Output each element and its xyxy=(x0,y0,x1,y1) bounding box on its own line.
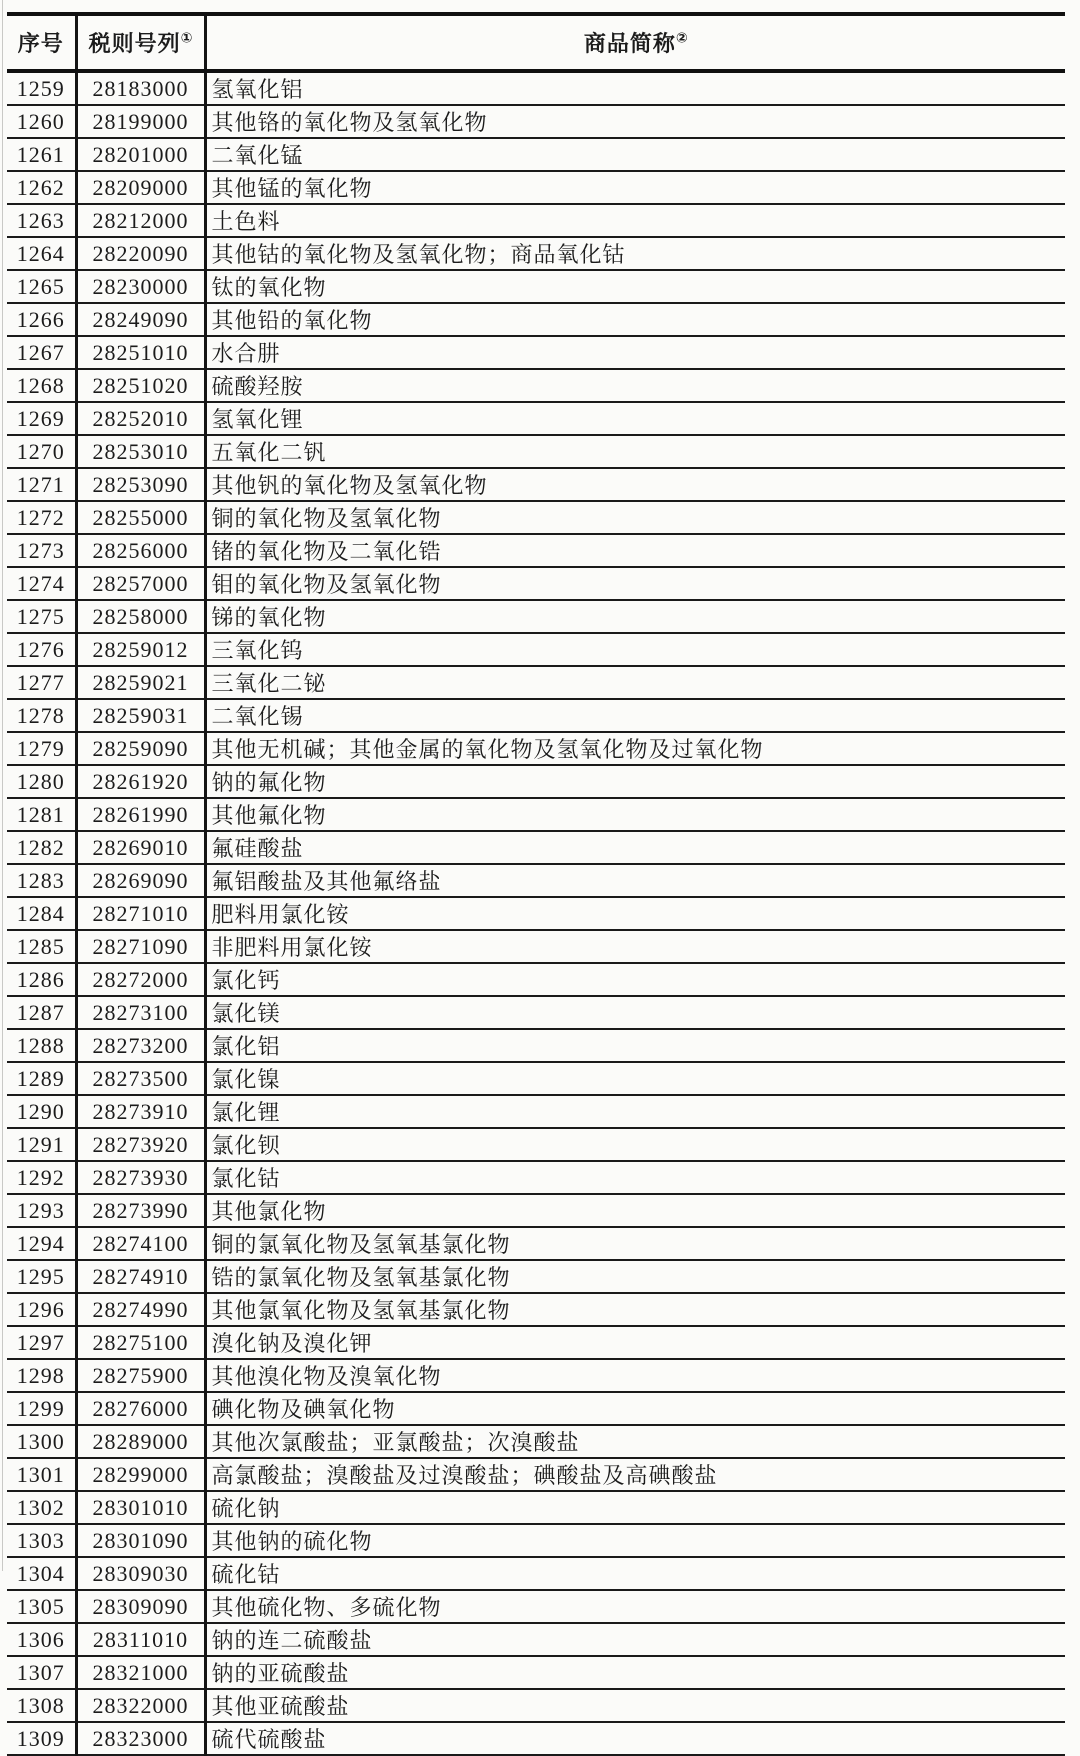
product-name-cell: 钠的氟化物 xyxy=(205,765,1065,798)
product-name-cell: 其他氯化物 xyxy=(205,1194,1065,1227)
serial-number-cell: 1288 xyxy=(7,1029,76,1062)
serial-number-cell: 1296 xyxy=(7,1293,76,1326)
table-row xyxy=(7,1590,1065,1623)
tariff-code-cell: 28273500 xyxy=(76,1062,205,1095)
table-row xyxy=(7,996,1065,1029)
serial-number-cell: 1285 xyxy=(7,930,76,963)
table-row xyxy=(7,1656,1065,1689)
table-row xyxy=(7,1524,1065,1557)
product-name-cell: 其他钴的氧化物及氢氧化物；商品氧化钴 xyxy=(205,237,1065,270)
serial-number-cell: 1309 xyxy=(7,1722,76,1755)
product-name-cell: 肥料用氯化铵 xyxy=(205,897,1065,930)
product-name-cell: 其他硫化物、多硫化物 xyxy=(205,1590,1065,1623)
serial-number-cell: 1270 xyxy=(7,435,76,468)
tariff-code-cell: 28301090 xyxy=(76,1524,205,1557)
tariff-table xyxy=(7,12,1065,1756)
product-name-cell: 其他钒的氧化物及氢氧化物 xyxy=(205,468,1065,501)
product-name-cell: 锆的氯氧化物及氢氧基氯化物 xyxy=(205,1260,1065,1293)
serial-number-cell: 1265 xyxy=(7,270,76,303)
table-row xyxy=(7,1095,1065,1128)
serial-number-cell: 1305 xyxy=(7,1590,76,1623)
table-row xyxy=(7,1491,1065,1524)
tariff-code-cell: 28275100 xyxy=(76,1326,205,1359)
serial-number-cell: 1272 xyxy=(7,501,76,534)
tariff-code-cell: 28322000 xyxy=(76,1689,205,1722)
product-name-cell: 钼的氧化物及氢氧化物 xyxy=(205,567,1065,600)
table-row xyxy=(7,1722,1065,1755)
table-row xyxy=(7,1359,1065,1392)
tariff-code-cell: 28269010 xyxy=(76,831,205,864)
product-name-cell: 氯化钡 xyxy=(205,1128,1065,1161)
product-name-cell: 铜的氯氧化物及氢氧基氯化物 xyxy=(205,1227,1065,1260)
tariff-code-cell: 28276000 xyxy=(76,1392,205,1425)
table-row xyxy=(7,765,1065,798)
serial-number-cell: 1280 xyxy=(7,765,76,798)
tariff-code-cell: 28261920 xyxy=(76,765,205,798)
product-name-cell: 氯化镍 xyxy=(205,1062,1065,1095)
tariff-code-cell: 28274910 xyxy=(76,1260,205,1293)
serial-number-cell: 1287 xyxy=(7,996,76,1029)
table-row xyxy=(7,930,1065,963)
tariff-code-cell: 28273200 xyxy=(76,1029,205,1062)
table-row xyxy=(7,831,1065,864)
tariff-code-cell: 28273930 xyxy=(76,1161,205,1194)
serial-number-cell: 1261 xyxy=(7,138,76,171)
product-name-cell: 氯化钙 xyxy=(205,963,1065,996)
tariff-code-cell: 28289000 xyxy=(76,1425,205,1458)
tariff-code-cell: 28321000 xyxy=(76,1656,205,1689)
table-row xyxy=(7,633,1065,666)
serial-number-cell: 1278 xyxy=(7,699,76,732)
product-name-cell: 其他次氯酸盐；亚氯酸盐；次溴酸盐 xyxy=(205,1425,1065,1458)
product-name-cell: 氯化镁 xyxy=(205,996,1065,1029)
tariff-code-cell: 28275900 xyxy=(76,1359,205,1392)
product-name-cell: 其他氯氧化物及氢氧基氯化物 xyxy=(205,1293,1065,1326)
tariff-code-cell: 28274990 xyxy=(76,1293,205,1326)
tariff-code-cell: 28272000 xyxy=(76,963,205,996)
table-row xyxy=(7,1623,1065,1656)
product-name-cell: 氟硅酸盐 xyxy=(205,831,1065,864)
table-row xyxy=(7,1194,1065,1227)
tariff-code-cell: 28183000 xyxy=(76,71,205,105)
table-row xyxy=(7,1425,1065,1458)
tariff-code-cell: 28251010 xyxy=(76,336,205,369)
serial-number-cell: 1266 xyxy=(7,303,76,336)
product-name-cell: 氯化锂 xyxy=(205,1095,1065,1128)
header-row xyxy=(7,14,1065,71)
serial-number-cell: 1268 xyxy=(7,369,76,402)
table-row xyxy=(7,1689,1065,1722)
serial-number-cell: 1308 xyxy=(7,1689,76,1722)
table-row xyxy=(7,897,1065,930)
tariff-code-cell: 28271010 xyxy=(76,897,205,930)
table-row xyxy=(7,963,1065,996)
serial-number-cell: 1291 xyxy=(7,1128,76,1161)
table-row xyxy=(7,666,1065,699)
table-row xyxy=(7,171,1065,204)
product-name-cell: 氢氧化锂 xyxy=(205,402,1065,435)
product-name-cell: 硫化钴 xyxy=(205,1557,1065,1590)
tariff-code-cell: 28273100 xyxy=(76,996,205,1029)
table-row xyxy=(7,138,1065,171)
product-name-cell: 其他铬的氧化物及氢氧化物 xyxy=(205,105,1065,138)
tariff-code-cell: 28212000 xyxy=(76,204,205,237)
product-name-cell: 钛的氧化物 xyxy=(205,270,1065,303)
table-row xyxy=(7,1392,1065,1425)
product-name-cell: 五氧化二钒 xyxy=(205,435,1065,468)
tariff-code-cell: 28209000 xyxy=(76,171,205,204)
table-row xyxy=(7,435,1065,468)
serial-number-cell: 1301 xyxy=(7,1458,76,1491)
footnote-marker-2: ② xyxy=(675,30,688,47)
tariff-code-cell: 28259031 xyxy=(76,699,205,732)
table-row xyxy=(7,369,1065,402)
table-row xyxy=(7,468,1065,501)
serial-number-cell: 1262 xyxy=(7,171,76,204)
table-row xyxy=(7,864,1065,897)
tariff-code-cell: 28259012 xyxy=(76,633,205,666)
table-body xyxy=(7,71,1065,1755)
tariff-code-cell: 28259090 xyxy=(76,732,205,765)
tariff-code-cell: 28299000 xyxy=(76,1458,205,1491)
table-row xyxy=(7,204,1065,237)
table-row xyxy=(7,303,1065,336)
serial-number-cell: 1289 xyxy=(7,1062,76,1095)
tariff-code-cell: 28273920 xyxy=(76,1128,205,1161)
serial-number-cell: 1283 xyxy=(7,864,76,897)
table-row xyxy=(7,1128,1065,1161)
column-header-tariff-code xyxy=(76,14,205,71)
serial-number-cell: 1264 xyxy=(7,237,76,270)
table-row xyxy=(7,699,1065,732)
product-name-cell: 其他锰的氧化物 xyxy=(205,171,1065,204)
column-header-tariff-label: 税则号列 xyxy=(88,31,181,56)
tariff-code-cell: 28252010 xyxy=(76,402,205,435)
serial-number-cell: 1306 xyxy=(7,1623,76,1656)
tariff-code-cell: 28259021 xyxy=(76,666,205,699)
product-name-cell: 其他亚硫酸盐 xyxy=(205,1689,1065,1722)
product-name-cell: 高氯酸盐；溴酸盐及过溴酸盐；碘酸盐及高碘酸盐 xyxy=(205,1458,1065,1491)
product-name-cell: 其他无机碱；其他金属的氧化物及氢氧化物及过氧化物 xyxy=(205,732,1065,765)
tariff-code-cell: 28274100 xyxy=(76,1227,205,1260)
product-name-cell: 二氧化锰 xyxy=(205,138,1065,171)
table-row xyxy=(7,402,1065,435)
product-name-cell: 其他铅的氧化物 xyxy=(205,303,1065,336)
tariff-code-cell: 28249090 xyxy=(76,303,205,336)
tariff-code-cell: 28258000 xyxy=(76,600,205,633)
serial-number-cell: 1276 xyxy=(7,633,76,666)
serial-number-cell: 1292 xyxy=(7,1161,76,1194)
tariff-code-cell: 28199000 xyxy=(76,105,205,138)
serial-number-cell: 1302 xyxy=(7,1491,76,1524)
product-name-cell: 铜的氧化物及氢氧化物 xyxy=(205,501,1065,534)
serial-number-cell: 1294 xyxy=(7,1227,76,1260)
table-row xyxy=(7,71,1065,105)
tariff-code-cell: 28309030 xyxy=(76,1557,205,1590)
serial-number-cell: 1275 xyxy=(7,600,76,633)
serial-number-cell: 1282 xyxy=(7,831,76,864)
footnote-marker-1: ① xyxy=(180,30,193,47)
table-row xyxy=(7,1326,1065,1359)
product-name-cell: 碘化物及碘氧化物 xyxy=(205,1392,1065,1425)
serial-number-cell: 1263 xyxy=(7,204,76,237)
table-row xyxy=(7,237,1065,270)
serial-number-cell: 1279 xyxy=(7,732,76,765)
column-header-serial-label: 序号 xyxy=(17,31,64,56)
table-row xyxy=(7,1293,1065,1326)
serial-number-cell: 1281 xyxy=(7,798,76,831)
table-row xyxy=(7,567,1065,600)
column-header-product-name xyxy=(205,14,1065,71)
serial-number-cell: 1297 xyxy=(7,1326,76,1359)
product-name-cell: 氯化铝 xyxy=(205,1029,1065,1062)
column-header-product-label: 商品简称 xyxy=(583,31,676,56)
product-name-cell: 氢氧化铝 xyxy=(205,71,1065,105)
table-row xyxy=(7,336,1065,369)
serial-number-cell: 1304 xyxy=(7,1557,76,1590)
serial-number-cell: 1277 xyxy=(7,666,76,699)
product-name-cell: 钠的亚硫酸盐 xyxy=(205,1656,1065,1689)
serial-number-cell: 1267 xyxy=(7,336,76,369)
product-name-cell: 锗的氧化物及二氧化锆 xyxy=(205,534,1065,567)
product-name-cell: 三氧化二铋 xyxy=(205,666,1065,699)
serial-number-cell: 1298 xyxy=(7,1359,76,1392)
product-name-cell: 三氧化钨 xyxy=(205,633,1065,666)
table-row xyxy=(7,1062,1065,1095)
tariff-code-cell: 28261990 xyxy=(76,798,205,831)
serial-number-cell: 1293 xyxy=(7,1194,76,1227)
serial-number-cell: 1271 xyxy=(7,468,76,501)
tariff-code-cell: 28323000 xyxy=(76,1722,205,1755)
product-name-cell: 溴化钠及溴化钾 xyxy=(205,1326,1065,1359)
tariff-code-cell: 28251020 xyxy=(76,369,205,402)
table-row xyxy=(7,1557,1065,1590)
table-row xyxy=(7,1029,1065,1062)
table-row xyxy=(7,1458,1065,1491)
serial-number-cell: 1260 xyxy=(7,105,76,138)
table-row xyxy=(7,501,1065,534)
tariff-code-cell: 28230000 xyxy=(76,270,205,303)
tariff-code-cell: 28273910 xyxy=(76,1095,205,1128)
tariff-code-cell: 28269090 xyxy=(76,864,205,897)
product-name-cell: 其他氟化物 xyxy=(205,798,1065,831)
tariff-code-cell: 28271090 xyxy=(76,930,205,963)
product-name-cell: 硫酸羟胺 xyxy=(205,369,1065,402)
product-name-cell: 土色料 xyxy=(205,204,1065,237)
tariff-code-cell: 28273990 xyxy=(76,1194,205,1227)
page-scan-edge-line xyxy=(2,0,3,1571)
table-row xyxy=(7,1161,1065,1194)
tariff-code-cell: 28201000 xyxy=(76,138,205,171)
serial-number-cell: 1273 xyxy=(7,534,76,567)
product-name-cell: 二氧化锡 xyxy=(205,699,1065,732)
table-row xyxy=(7,1260,1065,1293)
serial-number-cell: 1295 xyxy=(7,1260,76,1293)
product-name-cell: 非肥料用氯化铵 xyxy=(205,930,1065,963)
serial-number-cell: 1286 xyxy=(7,963,76,996)
serial-number-cell: 1307 xyxy=(7,1656,76,1689)
product-name-cell: 其他溴化物及溴氧化物 xyxy=(205,1359,1065,1392)
serial-number-cell: 1259 xyxy=(7,71,76,105)
serial-number-cell: 1300 xyxy=(7,1425,76,1458)
product-name-cell: 氟铝酸盐及其他氟络盐 xyxy=(205,864,1065,897)
table-row xyxy=(7,105,1065,138)
table-row xyxy=(7,798,1065,831)
product-name-cell: 钠的连二硫酸盐 xyxy=(205,1623,1065,1656)
table-row xyxy=(7,270,1065,303)
serial-number-cell: 1303 xyxy=(7,1524,76,1557)
tariff-code-cell: 28301010 xyxy=(76,1491,205,1524)
serial-number-cell: 1284 xyxy=(7,897,76,930)
product-name-cell: 氯化钴 xyxy=(205,1161,1065,1194)
serial-number-cell: 1274 xyxy=(7,567,76,600)
tariff-code-cell: 28309090 xyxy=(76,1590,205,1623)
column-header-serial-number xyxy=(7,14,76,71)
product-name-cell: 硫代硫酸盐 xyxy=(205,1722,1065,1755)
serial-number-cell: 1269 xyxy=(7,402,76,435)
table-row xyxy=(7,534,1065,567)
tariff-code-cell: 28220090 xyxy=(76,237,205,270)
tariff-code-cell: 28257000 xyxy=(76,567,205,600)
product-name-cell: 水合肼 xyxy=(205,336,1065,369)
tariff-code-cell: 28255000 xyxy=(76,501,205,534)
product-name-cell: 其他钠的硫化物 xyxy=(205,1524,1065,1557)
tariff-code-cell: 28253090 xyxy=(76,468,205,501)
table-row xyxy=(7,1227,1065,1260)
serial-number-cell: 1299 xyxy=(7,1392,76,1425)
serial-number-cell: 1290 xyxy=(7,1095,76,1128)
tariff-code-cell: 28256000 xyxy=(76,534,205,567)
product-name-cell: 锑的氧化物 xyxy=(205,600,1065,633)
product-name-cell: 硫化钠 xyxy=(205,1491,1065,1524)
tariff-code-cell: 28253010 xyxy=(76,435,205,468)
table-row xyxy=(7,732,1065,765)
tariff-code-cell: 28311010 xyxy=(76,1623,205,1656)
table-row xyxy=(7,600,1065,633)
